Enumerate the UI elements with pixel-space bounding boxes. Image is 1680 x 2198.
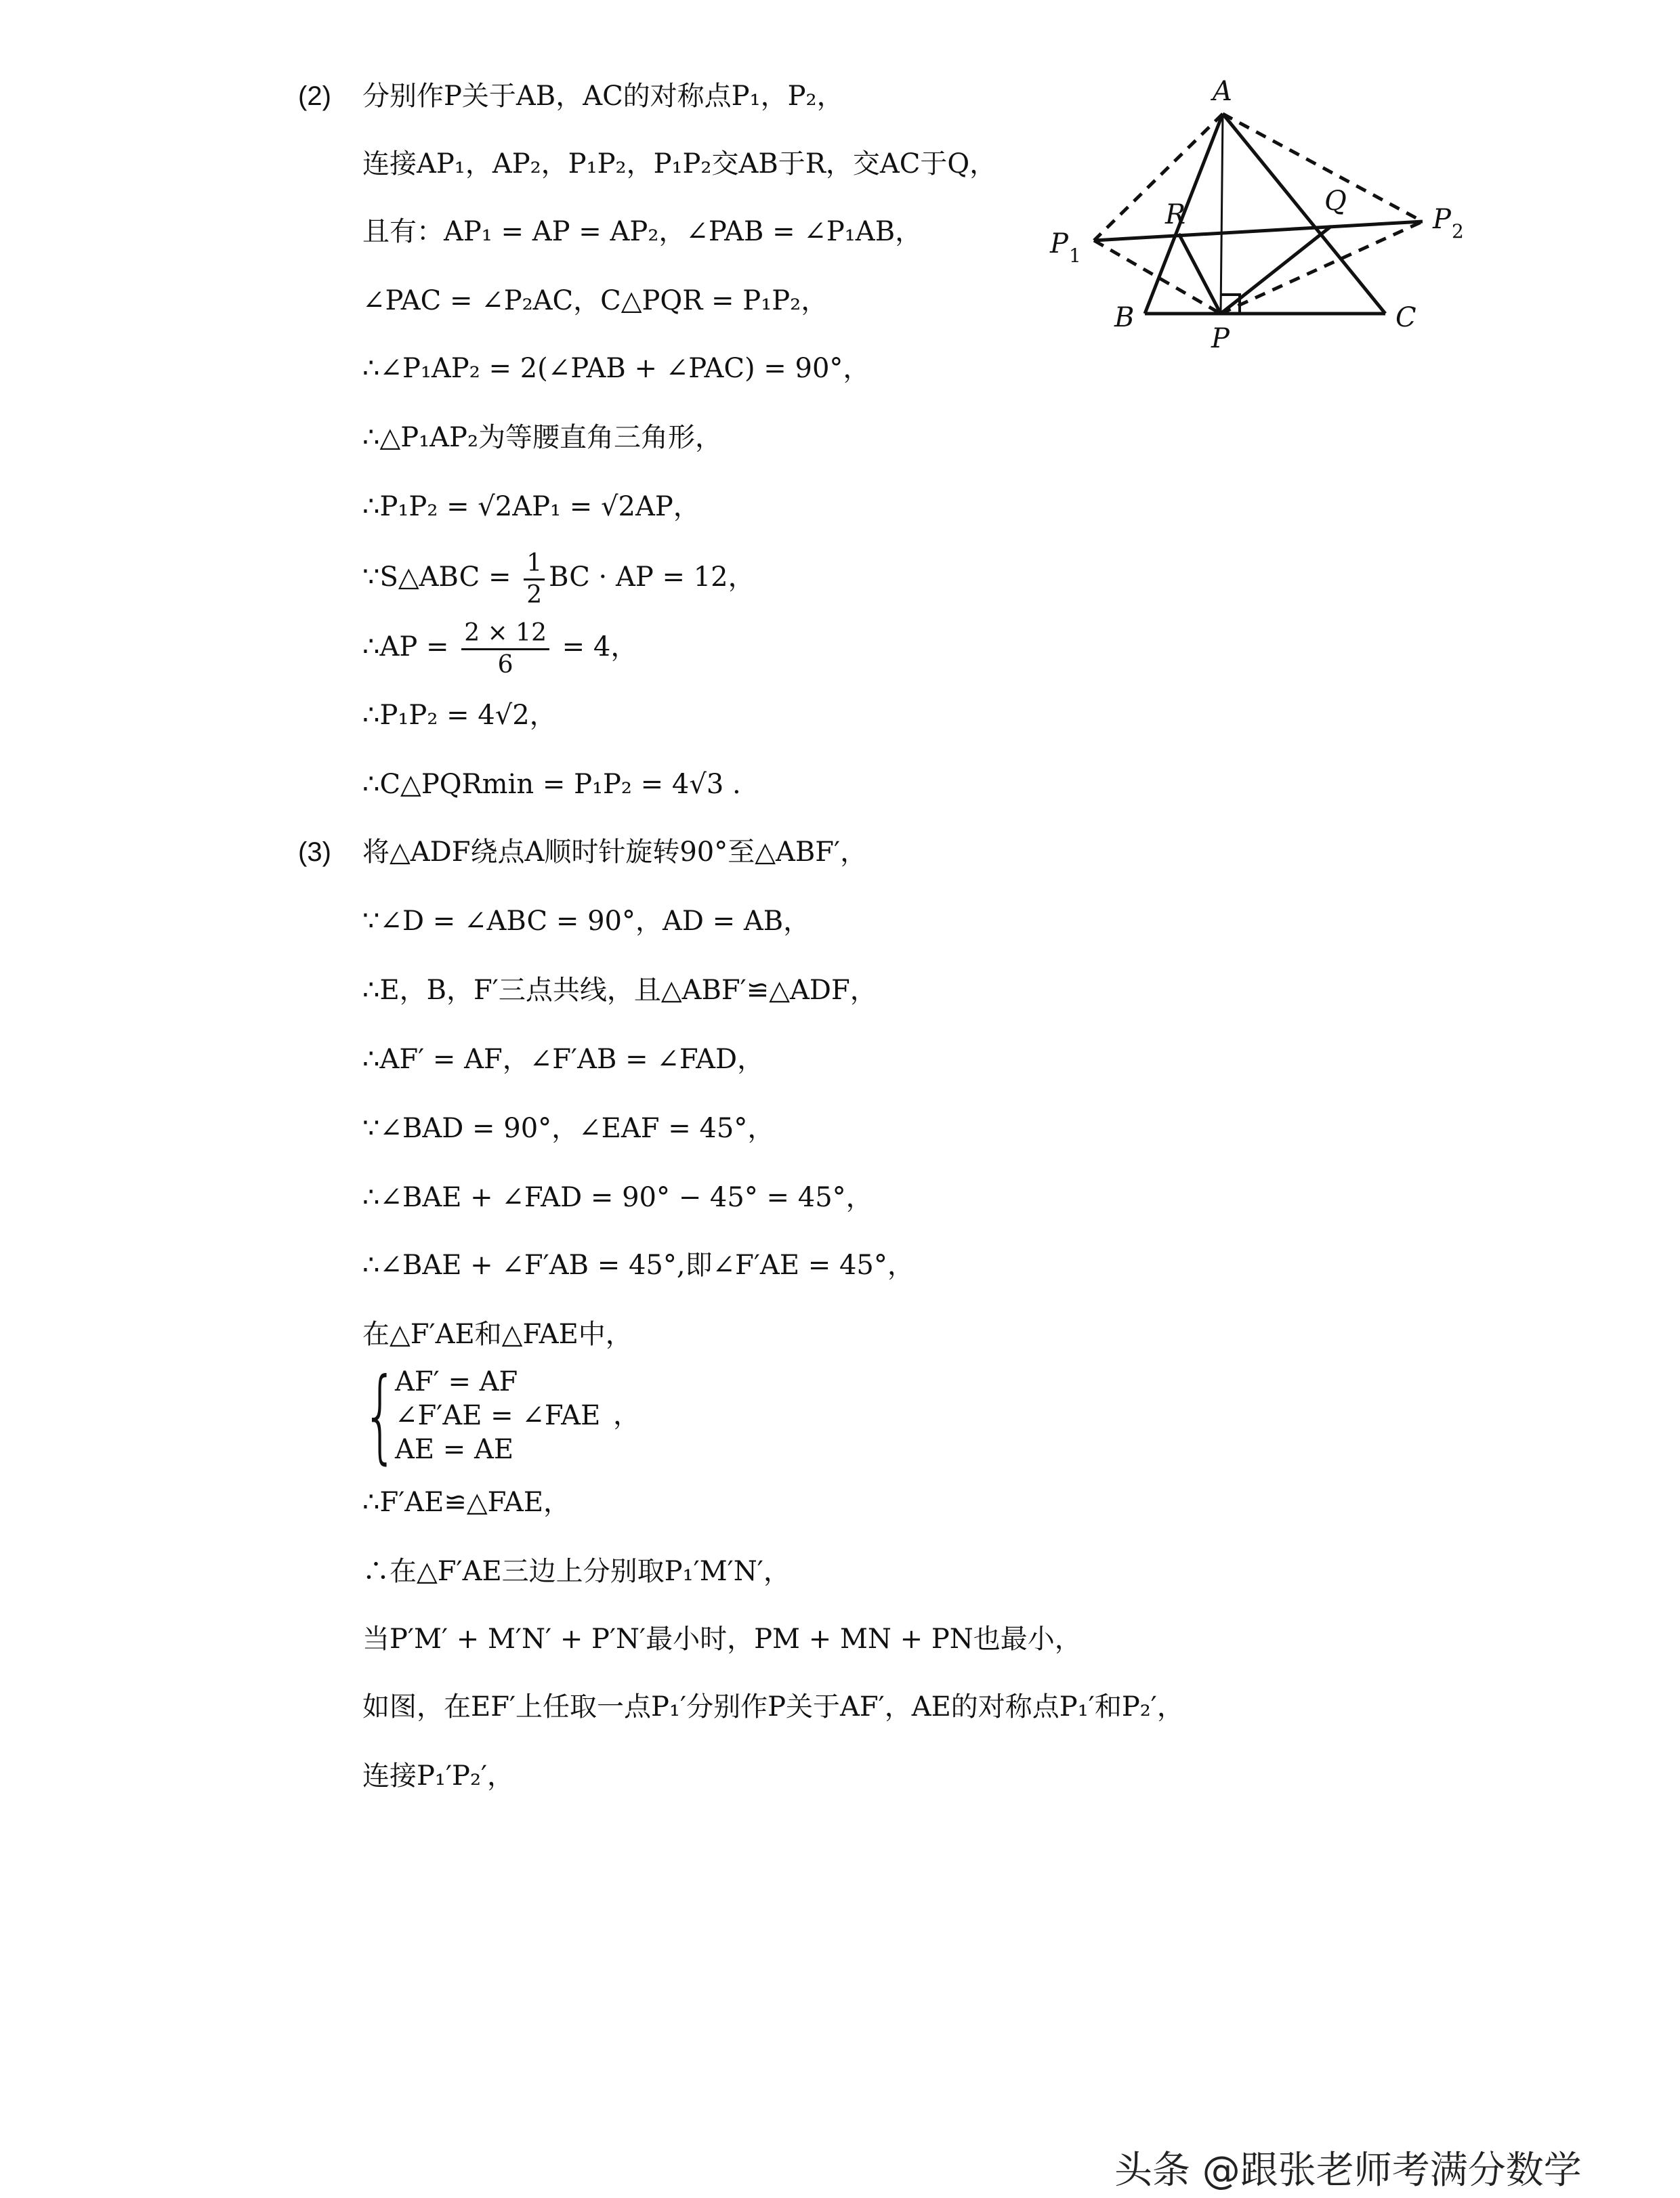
fraction-numerator: 2 × 12 [461, 618, 549, 650]
area-formula-prefix: ∵S△ABC = [362, 562, 520, 593]
equation-system-rows [395, 1365, 600, 1466]
label-p2: P [1433, 204, 1451, 235]
solution-line: 连接P₁′P₂′， [362, 1760, 515, 1792]
solution-line: ∴AF′ = AF，∠F′AB = ∠FAD， [362, 1044, 765, 1075]
solution-line: ∴F′AE≌△FAE， [362, 1487, 571, 1518]
solution-line: ∴在△F′AE三边上分别取P₁′M′N′， [362, 1556, 791, 1587]
fraction-denominator: 6 [497, 650, 513, 679]
geometry-diagram [1043, 71, 1490, 356]
solution-line: ∴P₁P₂ = 4√2， [362, 700, 557, 731]
label-r: R [1165, 199, 1186, 230]
label-q: Q [1324, 186, 1347, 217]
part-2-label: (2) [298, 81, 331, 111]
solution-line: ∴∠BAE + ∠F′AB = 45°,即∠F′AE = 45°， [362, 1250, 915, 1281]
dashed-line-a-p1 [1094, 114, 1223, 240]
ap-formula-line [362, 615, 637, 680]
part-3-label: (3) [298, 837, 331, 867]
fraction-one-half [524, 549, 545, 610]
solution-line: 将△ADF绕点A顺时针旋转90°至△ABF′， [362, 837, 868, 868]
solution-line: 且有：AP₁ = AP = AP₂，∠PAB = ∠P₁AB， [362, 216, 923, 247]
solution-line: ∴∠BAE + ∠FAD = 90° − 45° = 45°， [362, 1182, 873, 1213]
solution-line: ∠PAC = ∠P₂AC，C△PQR = P₁P₂， [362, 285, 828, 316]
solution-line: ∴C△PQRmin = P₁P₂ = 4√3 . [362, 769, 741, 800]
label-p: P [1211, 323, 1230, 354]
label-a: A [1213, 76, 1232, 107]
area-formula-suffix: BC · AP = 12， [549, 562, 755, 593]
label-b: B [1114, 302, 1135, 333]
solution-line: 在△F′AE和△FAE中， [362, 1319, 633, 1350]
segment-ac [1223, 114, 1385, 314]
segment-p1-p2 [1094, 221, 1423, 240]
equation-row: ∠F′AE = ∠FAE [395, 1400, 601, 1431]
solution-line: 当P′M′ + M′N′ + P′N′最小时，PM + MN + PN也最小， [362, 1624, 1082, 1655]
altitude-ap [1221, 114, 1223, 314]
ap-formula-prefix: ∴AP = [362, 631, 458, 662]
fraction-denominator: 2 [526, 580, 543, 609]
left-brace: { [362, 1357, 398, 1475]
solution-line: 连接AP₁，AP₂，P₁P₂，P₁P₂交AB于R，交AC于Q， [362, 148, 997, 179]
equation-row: AF′ = AF [395, 1366, 518, 1397]
ap-formula-suffix: = 4， [553, 631, 638, 662]
solution-line: ∴P₁P₂ = √2AP₁ = √2AP， [362, 491, 700, 522]
solution-line: ∵∠BAD = 90°，∠EAF = 45°， [362, 1113, 775, 1144]
watermark-text: 头条 @跟张老师考满分数学 [1114, 2149, 1582, 2193]
solution-line: ∴∠P₁AP₂ = 2(∠PAB + ∠PAC) = 90°， [362, 353, 870, 384]
solution-line: ∴△P₁AP₂为等腰直角三角形， [362, 422, 722, 453]
solution-line: ∴E，B，F′三点共线，且△ABF′≌△ADF， [362, 975, 877, 1006]
label-p1-subscript: 1 [1069, 245, 1081, 267]
solution-line: 如图，在EF′上任取一点P₁′分别作P关于AF′，AE的对称点P₁′和P₂′， [362, 1691, 1184, 1723]
dashed-line-a-p2 [1223, 114, 1423, 221]
fraction-two-times-twelve-over-six [461, 618, 549, 680]
solution-line: ∵∠D = ∠ABC = 90°，AD = AB， [362, 906, 811, 937]
solution-line: 分别作P关于AB，AC的对称点P₁，P₂， [362, 81, 844, 112]
equation-system-comma: ， [613, 1399, 640, 1431]
area-formula-line [362, 545, 755, 610]
label-c: C [1395, 302, 1416, 333]
label-p1: P [1050, 228, 1068, 259]
equation-row: AE = AE [395, 1434, 514, 1465]
fraction-numerator: 1 [524, 549, 545, 580]
label-p2-subscript: 2 [1452, 220, 1464, 242]
